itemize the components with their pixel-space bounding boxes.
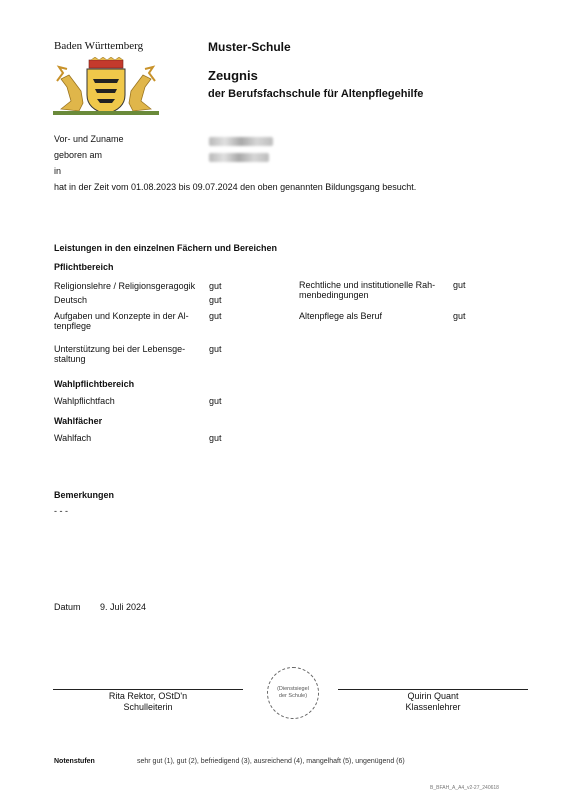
- grade-scale-label: Notenstufen: [54, 758, 95, 765]
- subject-rahmenbedingungen: Rechtliche und institutionelle Rah-menbedingungen: [299, 280, 436, 300]
- subject-lebensgestaltung: Unterstützung bei der Lebensge-staltung: [54, 344, 186, 364]
- subject-deutsch: Deutsch: [54, 295, 88, 305]
- grade-wahlfach: gut: [209, 433, 222, 443]
- subject-wahlfach: Wahlfach: [54, 433, 92, 443]
- wahlpflicht-heading: Wahlpflichtbereich: [54, 379, 135, 389]
- signature-left-name: Rita Rektor, OStD'n: [108, 691, 188, 701]
- subject-wahlpflichtfach: Wahlpflichtfach: [54, 396, 115, 406]
- grade-scale-text: sehr gut (1), gut (2), befriedigend (3), ausreichend (4), mangelhaft (5), ungenügend (6): [137, 758, 405, 765]
- grade-rahmenbedingungen: gut: [453, 280, 466, 290]
- dob-label: geboren am: [54, 150, 103, 160]
- date-label: Datum: [54, 602, 81, 612]
- subject-aufgaben-konzepte: Aufgaben und Konzepte in der Al-tenpflege: [54, 311, 189, 331]
- grade-wahlpflichtfach: gut: [209, 396, 222, 406]
- document-subtitle: der Berufsfachschule für Altenpflegehilfe: [208, 88, 424, 100]
- document-code: B_BFAH_A_A4_v2-27_240618: [430, 785, 499, 791]
- remarks-text: - - -: [54, 506, 68, 516]
- grade-deutsch: gut: [209, 295, 222, 305]
- grade-religion: gut: [209, 281, 222, 291]
- grade-aufgaben-konzepte: gut: [209, 311, 222, 321]
- name-label: Vor- und Zuname: [54, 134, 124, 144]
- school-name: Muster-Schule: [208, 40, 291, 54]
- signature-line-right: [338, 689, 528, 690]
- grade-altenpflege-beruf: gut: [453, 311, 466, 321]
- grades-heading: Leistungen in den einzelnen Fächern und Bereichen: [54, 243, 278, 253]
- subject-altenpflege-beruf: Altenpflege als Beruf: [299, 311, 383, 321]
- place-label: in: [54, 166, 62, 176]
- document-title: Zeugnis: [208, 68, 258, 83]
- wahl-heading: Wahlfächer: [54, 416, 103, 426]
- seal-text: (Dienstsiegel der Schule): [277, 686, 309, 699]
- pflicht-heading: Pflichtbereich: [54, 262, 114, 272]
- dob-value-redacted: [209, 149, 269, 167]
- remarks-heading: Bemerkungen: [54, 490, 115, 500]
- signature-left-role: Schulleiterin: [123, 702, 173, 712]
- official-seal: [267, 667, 319, 719]
- signature-line-left: [53, 689, 243, 690]
- coat-of-arms-icon: [53, 57, 159, 115]
- grade-lebensgestaltung: gut: [209, 344, 222, 354]
- state-name: Baden Württemberg: [54, 40, 144, 52]
- signature-right-name: Quirin Quant: [407, 691, 459, 701]
- signature-right-role: Klassenlehrer: [405, 702, 461, 712]
- date-value: 9. Juli 2024: [100, 602, 147, 612]
- attendance-text: hat in der Zeit vom 01.08.2023 bis 09.07.2024 den oben genannten Bildungsgang besucht.: [54, 182, 417, 192]
- subject-religion: Religionslehre / Religionsgeragogik: [54, 281, 196, 291]
